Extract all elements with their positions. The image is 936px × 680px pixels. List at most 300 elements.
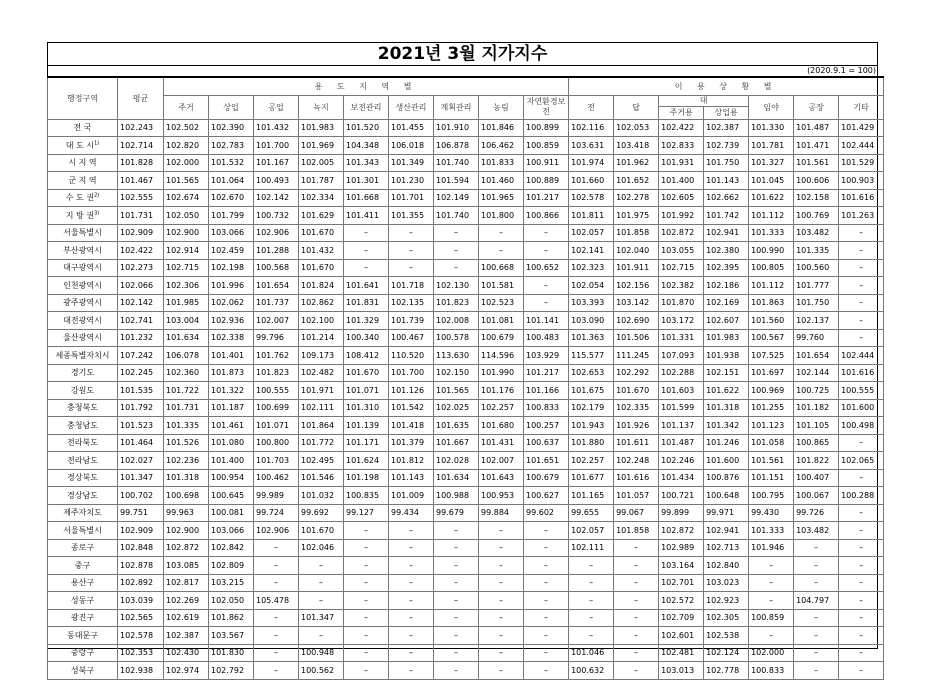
index-value-cell: – xyxy=(524,277,569,295)
index-value-cell: 101.434 xyxy=(659,469,704,487)
index-value-cell: 101.045 xyxy=(749,172,794,190)
index-value-cell: 101.611 xyxy=(614,434,659,452)
index-value-cell: 101.342 xyxy=(704,417,749,435)
index-value-cell: 111.245 xyxy=(614,347,659,365)
index-value-cell: 102.305 xyxy=(704,609,749,627)
index-value-cell: 101.603 xyxy=(659,382,704,400)
index-value-cell: – xyxy=(389,662,434,680)
index-value-cell: 100.859 xyxy=(524,137,569,155)
table-row xyxy=(48,452,884,470)
index-value-cell: 101.792 xyxy=(118,399,164,417)
header-usage-residential: 주거 xyxy=(164,95,209,119)
index-value-cell: – xyxy=(389,644,434,662)
index-value-cell: 99.724 xyxy=(254,504,299,522)
header-usage-group: 용 도 지 역 별 xyxy=(164,77,569,95)
index-value-cell: – xyxy=(839,539,884,557)
index-value-cell: 100.725 xyxy=(794,382,839,400)
index-value-cell: 100.679 xyxy=(479,329,524,347)
index-value-cell: 100.833 xyxy=(524,399,569,417)
index-value-cell: – xyxy=(254,644,299,662)
page-title: 2021년 3월 지가지수 xyxy=(47,42,878,66)
index-value-cell: 101.460 xyxy=(479,172,524,190)
header-row-2 xyxy=(48,95,884,106)
index-value-cell: 115.577 xyxy=(569,347,614,365)
index-value-cell: 100.699 xyxy=(254,399,299,417)
header-usage-industrial: 공업 xyxy=(254,95,299,119)
index-value-cell: 102.111 xyxy=(299,399,344,417)
index-value-cell: 101.722 xyxy=(164,382,209,400)
index-value-cell: 102.605 xyxy=(659,189,704,207)
index-value-cell: 101.822 xyxy=(794,452,839,470)
index-value-cell: 101.616 xyxy=(839,189,884,207)
index-value-cell: 104.348 xyxy=(344,137,389,155)
index-value-cell: 101.812 xyxy=(389,452,434,470)
index-value-cell: 101.081 xyxy=(479,312,524,330)
index-value-cell: – xyxy=(839,609,884,627)
index-value-cell: – xyxy=(524,522,569,540)
index-value-cell: – xyxy=(794,644,839,662)
index-value-cell: 101.777 xyxy=(794,277,839,295)
index-value-cell: 102.878 xyxy=(118,557,164,575)
index-value-cell: 107.525 xyxy=(749,347,794,365)
index-value-cell: 100.498 xyxy=(839,417,884,435)
table-row xyxy=(48,417,884,435)
index-value-cell: 102.741 xyxy=(118,312,164,330)
header-usage-nature: 자연환경보전 xyxy=(524,95,569,119)
index-value-cell: 102.430 xyxy=(164,644,209,662)
index-value-cell: – xyxy=(614,662,659,680)
index-value-cell: – xyxy=(839,277,884,295)
index-value-cell: 102.701 xyxy=(659,574,704,592)
index-value-cell: 101.599 xyxy=(659,399,704,417)
index-value-cell: 106.078 xyxy=(164,347,209,365)
region-name: 성동구 xyxy=(70,595,95,605)
index-value-cell: 101.288 xyxy=(254,242,299,260)
index-value-cell: – xyxy=(299,574,344,592)
index-value-cell: 102.243 xyxy=(118,119,164,137)
index-value-cell: 101.742 xyxy=(704,207,749,225)
index-value-cell: 102.156 xyxy=(614,277,659,295)
index-value-cell: 102.257 xyxy=(569,452,614,470)
index-value-cell: 102.578 xyxy=(118,627,164,645)
index-value-cell: – xyxy=(794,662,839,680)
table-row xyxy=(48,504,884,522)
index-value-cell: 100.483 xyxy=(524,329,569,347)
index-value-cell: – xyxy=(569,557,614,575)
header-usage-green: 녹지 xyxy=(299,95,344,119)
index-value-cell: 102.144 xyxy=(794,364,839,382)
region-name-cell xyxy=(48,259,118,277)
index-value-cell: 101.141 xyxy=(524,312,569,330)
index-value-cell: 99.899 xyxy=(659,504,704,522)
index-value-cell: 102.783 xyxy=(209,137,254,155)
index-value-cell: 102.135 xyxy=(389,294,434,312)
index-value-cell: 100.769 xyxy=(794,207,839,225)
index-value-cell: 102.062 xyxy=(209,294,254,312)
index-value-cell: 102.459 xyxy=(209,242,254,260)
index-value-cell: – xyxy=(254,662,299,680)
index-value-cell: 101.355 xyxy=(389,207,434,225)
index-value-cell: 99.963 xyxy=(164,504,209,522)
region-name: 서울특별시 xyxy=(63,228,102,238)
index-value-cell: – xyxy=(839,574,884,592)
header-usage-production: 생산관리 xyxy=(389,95,434,119)
index-value-cell: – xyxy=(524,557,569,575)
index-value-cell: 103.482 xyxy=(794,224,839,242)
footnote-marker: 2) xyxy=(94,192,100,199)
index-value-cell: – xyxy=(839,312,884,330)
index-value-cell: – xyxy=(839,242,884,260)
index-value-cell: 101.217 xyxy=(524,189,569,207)
region-name: 대 도 시 xyxy=(65,140,95,150)
index-value-cell: 101.858 xyxy=(614,224,659,242)
index-value-cell: – xyxy=(434,574,479,592)
index-value-cell: 99.989 xyxy=(254,487,299,505)
index-value-cell: 102.714 xyxy=(118,137,164,155)
index-value-cell: 102.715 xyxy=(659,259,704,277)
index-value-cell: 102.054 xyxy=(569,277,614,295)
index-value-cell: 102.273 xyxy=(118,259,164,277)
index-value-cell: 102.111 xyxy=(569,539,614,557)
index-value-cell: 102.387 xyxy=(704,119,749,137)
index-value-cell: 101.464 xyxy=(118,434,164,452)
region-name: 세종특별자치시 xyxy=(55,350,110,360)
index-value-cell: 101.112 xyxy=(749,207,794,225)
index-value-cell: – xyxy=(389,627,434,645)
index-value-cell: 101.737 xyxy=(254,294,299,312)
index-value-cell: – xyxy=(344,224,389,242)
region-name-cell xyxy=(48,119,118,137)
index-value-cell: 100.859 xyxy=(749,609,794,627)
index-value-cell: 100.407 xyxy=(794,469,839,487)
index-value-cell: 101.400 xyxy=(209,452,254,470)
index-value-cell: 103.418 xyxy=(614,137,659,155)
index-value-cell: 102.892 xyxy=(118,574,164,592)
index-value-cell: 101.943 xyxy=(569,417,614,435)
index-value-cell: 105.478 xyxy=(254,592,299,610)
header-land-group: 이 용 상 황 별 xyxy=(569,77,884,95)
index-value-cell: 102.778 xyxy=(704,662,749,680)
index-value-cell: 99.602 xyxy=(524,504,569,522)
index-value-cell: 102.900 xyxy=(164,224,209,242)
index-value-cell: 101.535 xyxy=(118,382,164,400)
index-value-cell: 100.903 xyxy=(839,172,884,190)
table-row xyxy=(48,487,884,505)
index-value-cell: 100.632 xyxy=(569,662,614,680)
index-value-cell: 101.969 xyxy=(299,137,344,155)
region-name-cell xyxy=(48,347,118,365)
index-value-cell: – xyxy=(299,592,344,610)
index-value-cell: 101.670 xyxy=(299,259,344,277)
index-value-cell: 102.938 xyxy=(118,662,164,680)
index-value-cell: – xyxy=(389,557,434,575)
index-value-cell: 101.824 xyxy=(299,277,344,295)
index-value-cell: 100.648 xyxy=(704,487,749,505)
index-value-cell: 102.923 xyxy=(704,592,749,610)
index-value-cell: 102.246 xyxy=(659,452,704,470)
index-value-cell: – xyxy=(524,539,569,557)
index-value-cell: – xyxy=(794,557,839,575)
index-value-cell: 102.057 xyxy=(569,522,614,540)
index-value-cell: 102.833 xyxy=(659,137,704,155)
index-value-cell: – xyxy=(344,644,389,662)
header-land-other: 기타 xyxy=(839,95,884,119)
index-value-cell: 99.679 xyxy=(434,504,479,522)
index-value-cell: 101.670 xyxy=(614,382,659,400)
table-row xyxy=(48,119,884,137)
index-value-cell: – xyxy=(614,627,659,645)
index-value-cell: 101.641 xyxy=(344,277,389,295)
index-value-cell: 103.090 xyxy=(569,312,614,330)
index-value-cell: 101.983 xyxy=(704,329,749,347)
index-value-cell: 102.066 xyxy=(118,277,164,295)
index-value-cell: 101.565 xyxy=(434,382,479,400)
index-value-cell: 101.471 xyxy=(794,137,839,155)
index-value-cell: – xyxy=(569,592,614,610)
index-value-cell: 101.762 xyxy=(254,347,299,365)
index-value-cell: 102.382 xyxy=(659,277,704,295)
index-value-cell: 101.187 xyxy=(209,399,254,417)
footnote-marker: 1) xyxy=(94,140,100,147)
index-value-cell: 99.434 xyxy=(389,504,434,522)
table-row xyxy=(48,644,884,662)
index-value-cell: – xyxy=(344,627,389,645)
index-value-cell: 101.301 xyxy=(344,172,389,190)
index-value-cell: 101.622 xyxy=(749,189,794,207)
table-body xyxy=(48,119,884,679)
index-value-cell: 102.158 xyxy=(794,189,839,207)
index-value-cell: 101.731 xyxy=(164,399,209,417)
index-value-cell: 101.629 xyxy=(299,207,344,225)
index-value-cell: – xyxy=(389,259,434,277)
table-row xyxy=(48,522,884,540)
index-value-cell: – xyxy=(479,662,524,680)
index-value-cell: 101.198 xyxy=(344,469,389,487)
index-value-cell: 102.444 xyxy=(839,347,884,365)
index-value-cell: 101.529 xyxy=(839,154,884,172)
index-value-cell: 102.872 xyxy=(659,522,704,540)
index-value-cell: 100.969 xyxy=(749,382,794,400)
index-value-cell: 101.182 xyxy=(794,399,839,417)
index-value-cell: – xyxy=(479,539,524,557)
region-name: 강원도 xyxy=(70,385,95,395)
index-value-cell: 101.330 xyxy=(749,119,794,137)
index-value-cell: – xyxy=(434,242,479,260)
index-value-cell: 102.941 xyxy=(704,224,749,242)
index-value-cell: 103.039 xyxy=(118,592,164,610)
index-value-cell: 100.800 xyxy=(254,434,299,452)
index-value-cell: 102.900 xyxy=(164,522,209,540)
index-value-cell: 101.799 xyxy=(209,207,254,225)
region-name-cell xyxy=(48,644,118,662)
index-value-cell: 101.347 xyxy=(299,609,344,627)
index-value-cell: 102.395 xyxy=(704,259,749,277)
region-name-cell xyxy=(48,154,118,172)
index-value-cell: 102.390 xyxy=(209,119,254,137)
index-value-cell: 103.164 xyxy=(659,557,704,575)
index-value-cell: 102.323 xyxy=(569,259,614,277)
table-row xyxy=(48,609,884,627)
index-value-cell: 102.057 xyxy=(569,224,614,242)
index-value-cell: – xyxy=(839,224,884,242)
region-name-cell xyxy=(48,172,118,190)
index-value-cell: 102.670 xyxy=(209,189,254,207)
index-value-cell: – xyxy=(524,592,569,610)
index-value-cell: 100.637 xyxy=(524,434,569,452)
index-value-cell: 101.651 xyxy=(524,452,569,470)
index-value-cell: 101.230 xyxy=(389,172,434,190)
index-value-cell: 100.721 xyxy=(659,487,704,505)
index-value-cell: 102.338 xyxy=(209,329,254,347)
index-value-cell: 101.343 xyxy=(344,154,389,172)
index-value-cell: 101.105 xyxy=(794,417,839,435)
index-value-cell: 101.143 xyxy=(704,172,749,190)
index-value-cell: – xyxy=(794,627,839,645)
index-value-cell: 106.462 xyxy=(479,137,524,155)
index-value-cell: 101.654 xyxy=(254,277,299,295)
index-value-cell: 101.333 xyxy=(749,224,794,242)
index-value-cell: 101.675 xyxy=(569,382,614,400)
index-value-cell: 101.363 xyxy=(569,329,614,347)
index-value-cell: 101.983 xyxy=(299,119,344,137)
index-value-cell: 108.412 xyxy=(344,347,389,365)
index-value-cell: 102.027 xyxy=(118,452,164,470)
table-row xyxy=(48,329,884,347)
index-value-cell: – xyxy=(434,592,479,610)
index-value-cell: – xyxy=(434,557,479,575)
region-name: 인천광역시 xyxy=(63,280,102,290)
index-value-cell: – xyxy=(794,539,839,557)
index-value-cell: 102.848 xyxy=(118,539,164,557)
index-value-cell: 102.840 xyxy=(704,557,749,575)
index-value-cell: – xyxy=(839,434,884,452)
index-value-cell: 101.823 xyxy=(254,364,299,382)
index-value-cell: 101.565 xyxy=(164,172,209,190)
index-value-cell: 101.926 xyxy=(614,417,659,435)
index-value-cell: 102.142 xyxy=(254,189,299,207)
index-value-cell: 102.007 xyxy=(254,312,299,330)
index-value-cell: 101.401 xyxy=(209,347,254,365)
index-value-cell: 102.124 xyxy=(704,644,749,662)
index-value-cell: – xyxy=(299,627,344,645)
index-value-cell: 102.713 xyxy=(704,539,749,557)
index-value-cell: 109.173 xyxy=(299,347,344,365)
table-row xyxy=(48,172,884,190)
index-value-cell: – xyxy=(524,224,569,242)
index-value-cell: 101.703 xyxy=(254,452,299,470)
index-value-cell: 102.523 xyxy=(479,294,524,312)
header-row-1 xyxy=(48,77,884,95)
index-value-cell: – xyxy=(434,644,479,662)
index-value-cell: 101.506 xyxy=(614,329,659,347)
index-value-cell: 102.820 xyxy=(164,137,209,155)
region-name-cell xyxy=(48,364,118,382)
index-value-cell: 101.064 xyxy=(209,172,254,190)
index-value-cell: 100.567 xyxy=(749,329,794,347)
index-value-cell: 100.795 xyxy=(749,487,794,505)
index-value-cell: 101.429 xyxy=(839,119,884,137)
index-value-cell: – xyxy=(524,662,569,680)
index-value-cell: 101.165 xyxy=(569,487,614,505)
index-value-cell: 100.866 xyxy=(524,207,569,225)
region-name-cell xyxy=(48,662,118,680)
index-value-cell: 110.520 xyxy=(389,347,434,365)
region-name: 충청북도 xyxy=(67,403,98,413)
index-value-cell: – xyxy=(434,224,479,242)
region-name-cell xyxy=(48,504,118,522)
index-value-cell: – xyxy=(749,592,794,610)
index-value-cell: 101.701 xyxy=(389,189,434,207)
region-name: 대전광역시 xyxy=(63,315,102,325)
index-value-cell: 101.214 xyxy=(299,329,344,347)
region-name-cell xyxy=(48,312,118,330)
index-value-cell: 101.731 xyxy=(118,207,164,225)
index-value-cell: 101.654 xyxy=(794,347,839,365)
index-value-cell: 102.053 xyxy=(614,119,659,137)
index-value-cell: 106.878 xyxy=(434,137,479,155)
table-row xyxy=(48,662,884,680)
table-row xyxy=(48,154,884,172)
index-value-cell: – xyxy=(839,522,884,540)
index-value-cell: – xyxy=(569,609,614,627)
region-name-cell xyxy=(48,539,118,557)
index-value-cell: 101.318 xyxy=(704,399,749,417)
index-value-cell: 102.141 xyxy=(569,242,614,260)
index-value-cell: 101.600 xyxy=(704,452,749,470)
index-value-cell: 102.000 xyxy=(164,154,209,172)
index-value-cell: 99.971 xyxy=(704,504,749,522)
index-value-cell: 101.331 xyxy=(659,329,704,347)
index-value-cell: 102.278 xyxy=(614,189,659,207)
index-value-cell: 101.263 xyxy=(839,207,884,225)
index-value-cell: 101.255 xyxy=(749,399,794,417)
index-value-cell: – xyxy=(839,504,884,522)
index-value-cell: – xyxy=(749,557,794,575)
index-value-cell: 102.046 xyxy=(299,539,344,557)
index-value-cell: 102.422 xyxy=(118,242,164,260)
index-value-cell: – xyxy=(254,627,299,645)
index-value-cell: 100.562 xyxy=(299,662,344,680)
index-value-cell: 101.634 xyxy=(164,329,209,347)
index-value-cell: 103.393 xyxy=(569,294,614,312)
index-value-cell: 102.862 xyxy=(299,294,344,312)
index-value-cell: – xyxy=(749,627,794,645)
index-value-cell: 99.796 xyxy=(254,329,299,347)
index-value-cell: 102.288 xyxy=(659,364,704,382)
region-name: 전라남도 xyxy=(67,455,98,465)
index-value-cell: – xyxy=(254,609,299,627)
index-value-cell: 101.616 xyxy=(614,469,659,487)
index-value-cell: 102.050 xyxy=(164,207,209,225)
index-value-cell: 101.772 xyxy=(299,434,344,452)
region-name-cell xyxy=(48,574,118,592)
index-value-cell: 103.004 xyxy=(164,312,209,330)
region-name: 군 지 역 xyxy=(68,175,97,185)
table-row xyxy=(48,259,884,277)
index-value-cell: 101.349 xyxy=(389,154,434,172)
index-value-cell: 100.702 xyxy=(118,487,164,505)
index-value-cell: – xyxy=(614,644,659,662)
index-value-cell: 101.171 xyxy=(344,434,389,452)
index-value-cell: 101.670 xyxy=(299,224,344,242)
region-name: 지 방 권 xyxy=(65,210,95,220)
index-value-cell: 101.992 xyxy=(659,207,704,225)
table-row xyxy=(48,347,884,365)
index-value-cell: 101.910 xyxy=(434,119,479,137)
index-value-cell: – xyxy=(434,609,479,627)
index-value-cell: – xyxy=(479,242,524,260)
index-value-cell: 102.906 xyxy=(254,224,299,242)
